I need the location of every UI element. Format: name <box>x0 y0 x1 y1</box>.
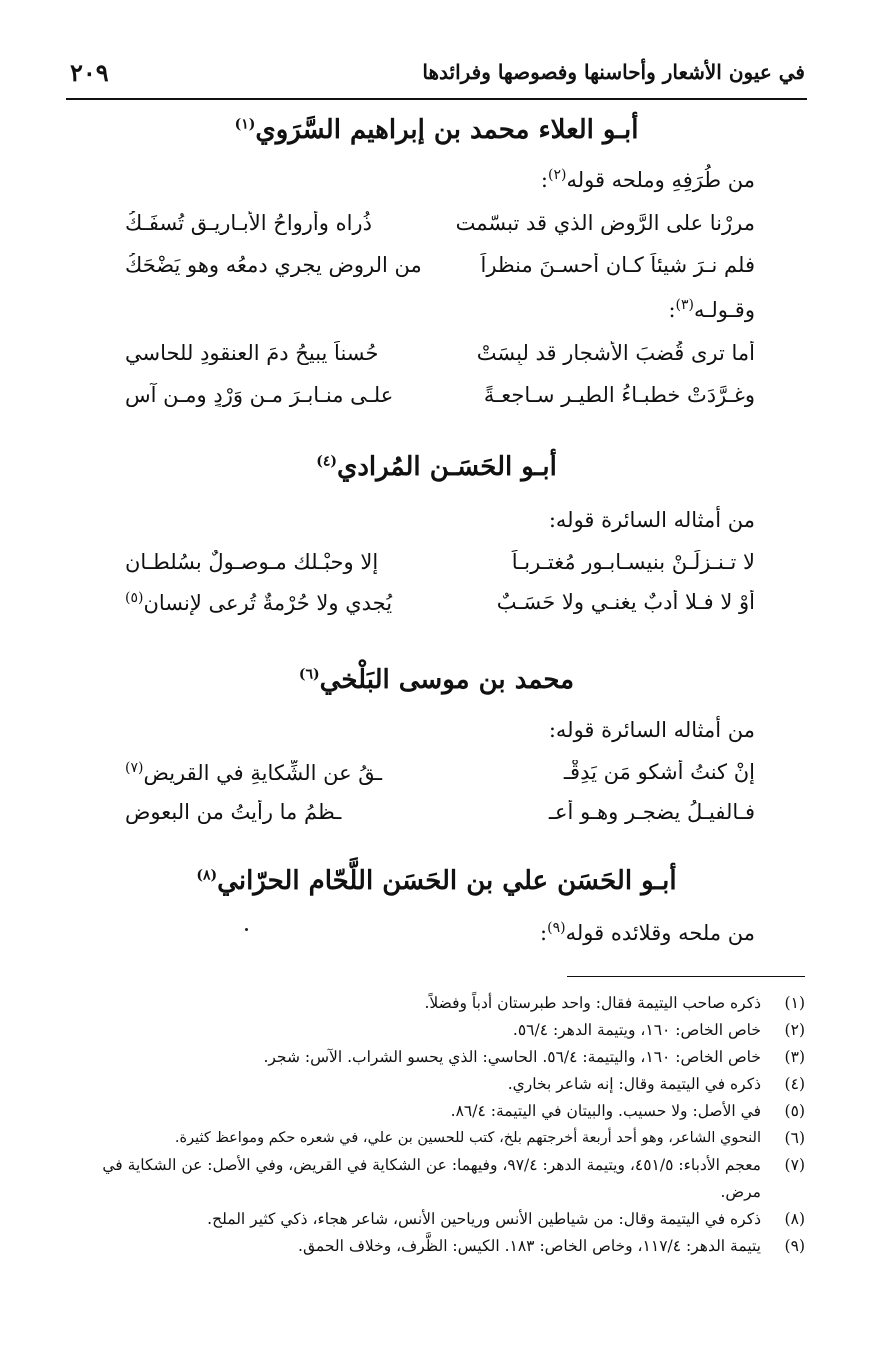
intro-text: من ملحه وقلائده قوله <box>565 921 755 945</box>
note-mark: (٧) <box>125 760 144 776</box>
footnote <box>70 1071 805 1098</box>
header-rule <box>66 98 807 100</box>
section-heading <box>120 115 753 145</box>
verse-line <box>125 550 755 584</box>
verse-first-hemistich: إنْ كنتُ أشكو مَن يَدِقْـ <box>563 760 755 784</box>
footnote-number: (٩) <box>784 1237 805 1255</box>
verse-line <box>125 253 755 287</box>
verse-line <box>125 760 755 794</box>
footnote-text: خاص الخاص: ١٦٠، ويتيمة الدهر: ٥٦/٤. <box>512 1021 761 1039</box>
verse-second-hemistich: ـظمُ ما رأيتُ من البعوضِ <box>125 800 342 824</box>
footnote <box>70 1206 805 1233</box>
footnote-number: (٥) <box>784 1102 805 1120</box>
group-intro <box>541 167 755 192</box>
verse-line <box>125 211 755 245</box>
verse-second-hemistich: من الروضِ يجري دمعُه وهو يَضْحَكُ <box>125 253 422 277</box>
heading-text: أبـو العلاء محمد بن إبراهيم السَّرَوي <box>255 115 639 145</box>
footnote-number: (٧) <box>784 1156 805 1174</box>
section-heading <box>120 665 753 695</box>
verse-first-hemistich: مررْنا على الرَّوضِ الذي قد تبسّمت <box>455 211 755 235</box>
note-mark: (٨) <box>196 867 218 884</box>
intro-colon: : <box>548 718 556 742</box>
footnote-text: يتيمة الدهر: ١١٧/٤، وخاص الخاص: ١٨٣. الكيس: الظَّرف، وخلاف الحمق. <box>298 1237 761 1255</box>
verse-second-hemistich: ذُراه وأرواحُ الأبـاريـقِ تُسفَـكُ <box>125 211 372 235</box>
note-mark: (٣) <box>675 297 694 313</box>
verse-line <box>125 341 755 375</box>
intro-text: من أمثاله السائرة قوله <box>555 508 755 532</box>
verse-first-hemistich: أما ترى قُضبَ الأشجارِ قد لبِسَتْ <box>476 341 755 365</box>
note-mark: (١) <box>234 116 256 133</box>
verse-line <box>125 590 755 624</box>
footnotes <box>70 990 805 1260</box>
footnote <box>70 1017 805 1044</box>
verse-first-hemistich: أوْ لا فـلا أدبٌ يغنـي ولا حَسَـبٌ <box>496 590 755 614</box>
footnote <box>70 1098 805 1125</box>
footnote <box>70 1152 805 1206</box>
verse-second-hemistich: حُسناً يبيحُ دمَ العنقودِ للحاسي <box>125 341 379 365</box>
footnote-number: (١) <box>784 994 805 1012</box>
footnote-text: النحوي الشاعر، وهو أحد أربعة أخرجتهم بلخ، كتب للحسين بن علي، في شعره حكم ومواعظ كثيرة. <box>174 1130 761 1146</box>
footnote <box>70 1125 805 1152</box>
verse-second-hemistich <box>125 590 435 615</box>
group-intro <box>540 920 755 945</box>
note-mark: (٥) <box>125 590 144 606</box>
group-intro <box>549 508 755 532</box>
note-mark: (٦) <box>298 666 320 683</box>
intro-text: من طُرَفِهِ وملحه قوله <box>566 168 755 192</box>
footnote-number: (٦) <box>784 1129 805 1147</box>
verse-line <box>125 800 755 834</box>
footnote-text: ذكره في اليتيمة وقال: من شياطين الأنس ورياحين الأنس، شاعر هجاء، ذكي كثير الملح. <box>207 1210 761 1228</box>
verse-second-hemistich: إلا وحبْـلك مـوصـولٌ بسُلطـانِ <box>125 550 379 574</box>
footnote-text: في الأصل: ولا حسيب. والبيتان في اليتيمة: ٨٦/٤. <box>450 1102 761 1120</box>
footnote-text: خاص الخاص: ١٦٠، واليتيمة: ٥٦/٤. الحاسي: الذي يحسو الشراب. الآس: شجر. <box>263 1048 761 1066</box>
group-intro <box>668 297 755 322</box>
verse-line <box>125 383 755 417</box>
footnote-separator <box>567 976 805 977</box>
section-heading <box>120 866 753 896</box>
hemistich-text: ـقُ عن الشِّكايةِ في القريضِ <box>143 761 382 785</box>
footnote-number: (٣) <box>784 1048 805 1066</box>
footnote <box>70 1044 805 1071</box>
verse-first-hemistich: فلم نـرَ شيئاً كـان أحسـنَ منظراً <box>480 253 755 277</box>
verse-first-hemistich: فـالفيـلُ يضجـر وهـو أعـ <box>548 800 755 824</box>
verse-second-hemistich: علـى منـابـرَ مـن وَرْدٍ ومـن آس <box>125 383 394 407</box>
intro-colon: : <box>668 298 676 322</box>
intro-colon: : <box>540 921 548 945</box>
heading-text: أبـو الحَسَـن المُرادي <box>336 452 557 482</box>
intro-colon: : <box>548 508 556 532</box>
page-header <box>68 56 805 96</box>
section-heading <box>120 452 753 482</box>
verse-second-hemistich <box>125 760 445 785</box>
heading-text: محمد بن موسى البَلْخي <box>319 665 575 695</box>
intro-text: من أمثاله السائرة قوله <box>555 718 755 742</box>
footnote-number: (٤) <box>784 1075 805 1093</box>
footnote-text: معجم الأدباء: ٤٥١/٥، ويتيمة الدهر: ٩٧/٤، وفيهما: عن الشكاية في القريض، وفي الأصل: عن الشكاية في مرض. <box>102 1156 761 1201</box>
footnote <box>70 1233 805 1260</box>
page-number: ٢٠٩ <box>70 58 109 87</box>
footnote <box>70 990 805 1017</box>
intro-text: وقـولـه <box>694 298 755 322</box>
footnote-text: ذكره في اليتيمة وقال: إنه شاعر بخاري. <box>507 1075 761 1093</box>
note-mark: (٤) <box>316 453 337 470</box>
intro-colon: : <box>540 168 548 192</box>
footnote-text: ذكره صاحب اليتيمة فقال: واحد طبرستان أدباً وفضلاً. <box>424 994 761 1012</box>
group-intro <box>549 718 755 742</box>
ink-dot <box>245 928 248 931</box>
hemistich-text: يُجدي ولا حُرْمةٌ تُرعى لإنسانِ <box>143 591 393 615</box>
note-mark: (٢) <box>547 167 567 183</box>
verse-first-hemistich: وغـرَّدَتْ خطبـاءُ الطيـرِ سـاجعـةً <box>483 383 755 407</box>
heading-text: أبـو الحَسَن علي بن الحَسَن اللَّحّام الحرّاني <box>217 866 677 896</box>
running-title: في عيون الأشعار وأحاسنها وفصوصها وفرائدها <box>422 60 805 84</box>
footnote-number: (٨) <box>784 1210 805 1228</box>
footnote-number: (٢) <box>784 1021 805 1039</box>
verse-first-hemistich: لا تـنـزِلَـنْ بنيسـابـور مُغتـربـاً <box>511 550 755 574</box>
note-mark: (٩) <box>547 920 566 936</box>
